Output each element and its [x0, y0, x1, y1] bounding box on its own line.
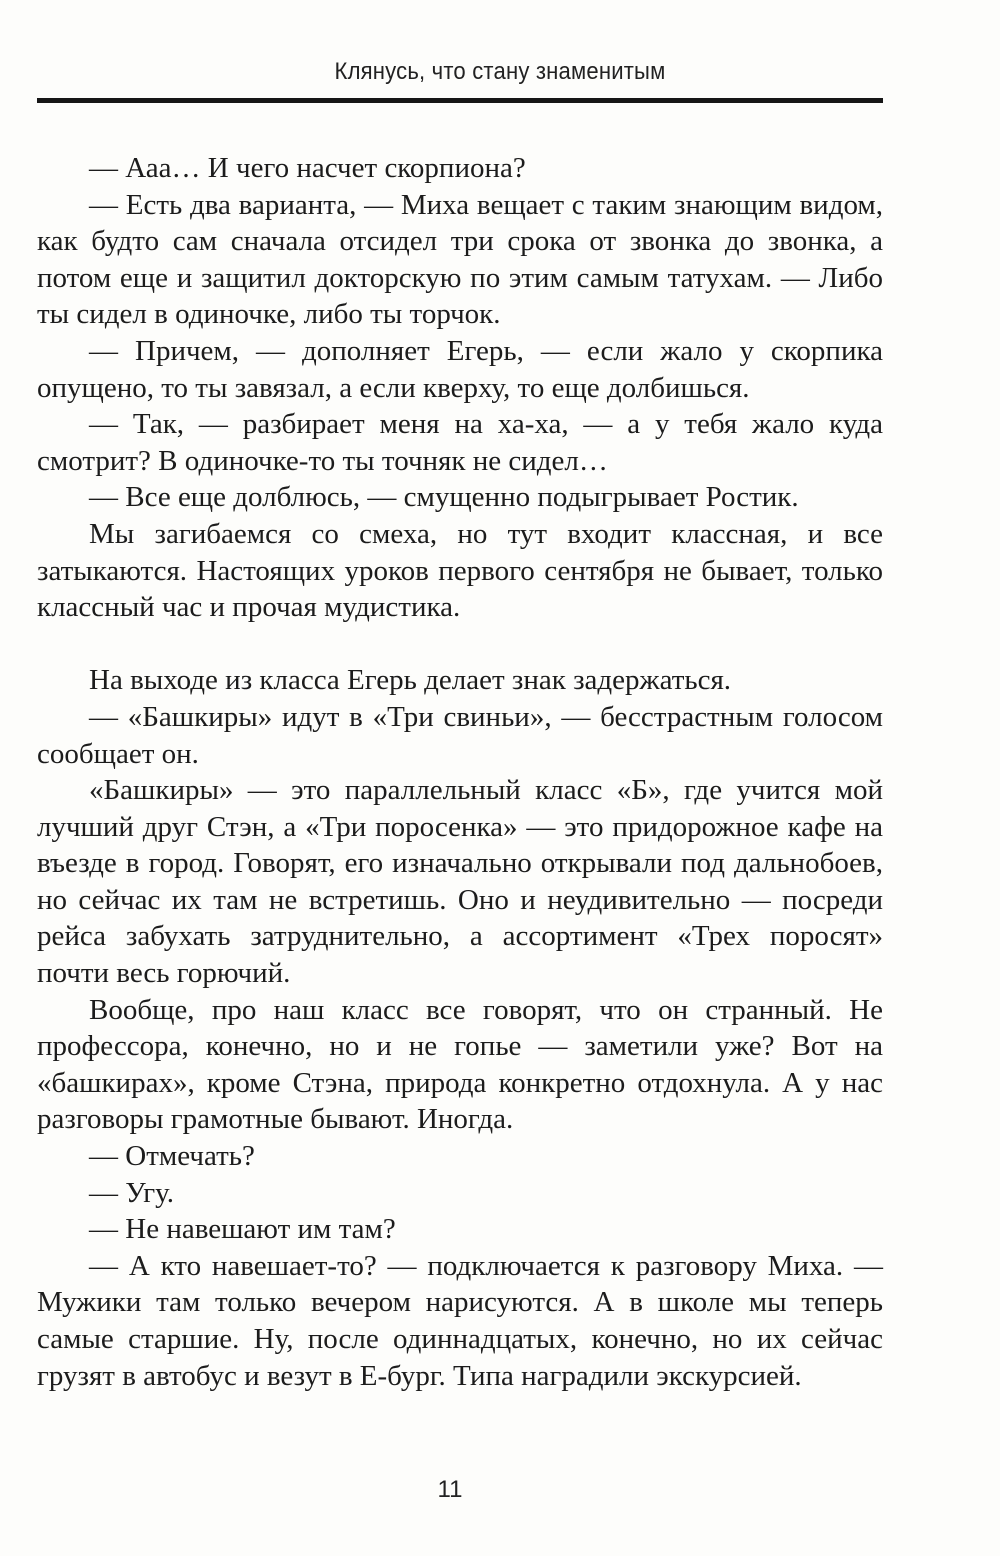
paragraph: — Есть два варианта, — Миха вещает с таким знающим видом, как будто сам сначала отсидел три срока от звонка до звонка, а потом еще и защитил докторскую по этим самым татухам. — Либо ты сидел в одиночке, либо ты торчок.	[37, 188, 883, 331]
paragraph: — Все еще долблюсь, — смущенно подыгрывает Ростик.	[89, 481, 799, 514]
paragraph: — Не навешают им там?	[89, 1213, 396, 1246]
paragraph: — Угу.	[89, 1176, 174, 1209]
header-rule	[37, 98, 883, 103]
paragraph: Мы загибаемся со смеха, но тут входит классная, и все затыкаются. Настоящих уроков первого сентября не бывает, только классный час и прочая мудистика.	[37, 517, 883, 624]
paragraph: «Башкиры» — это параллельный класс «Б», где учится мой лучший друг Стэн, а «Три поросенка» — это придорожное кафе на въезде в город. Говорят, его изначально открывали под дальнобоев, но сейчас их там не встретишь. Оно и неудивительно — посреди рейса забухать затруднительно, а ассортимент «Трех поросят» почти весь горючий.	[37, 774, 883, 990]
paragraph: Вообще, про наш класс все говорят, что он странный. Не профессора, конечно, но и не гопье — заметили уже? Вот на «башкирах», кроме Стэна, природа конкретно отдохнула. А у нас разговоры грамотные бывают. Иногда.	[37, 993, 883, 1136]
paragraph: — Причем, — дополняет Егерь, — если жало у скорпика опущено, то ты завязал, а если кверху, то еще долбишься.	[37, 334, 883, 404]
page-body	[37, 150, 883, 1394]
paragraph: — Отмечать?	[89, 1140, 255, 1173]
running-title: Клянусь, что стану знаменитым	[334, 58, 666, 85]
paragraph: — Так, — разбирает меня на ха-ха, — а у тебя жало куда смотрит? В одиночке-то ты точняк не сидел…	[37, 408, 883, 477]
page-number: 11	[437, 1476, 463, 1503]
paragraph: На выходе из класса Егерь делает знак задержаться.	[89, 664, 732, 697]
paragraph: — «Башкиры» идут в «Три свиньи», — бесстрастным голосом сообщает он.	[37, 700, 883, 770]
paragraph: — Ааа… И чего насчет скорпиона?	[89, 152, 526, 184]
paragraph: — А кто навешает-то? — подключается к разговору Миха. — Мужики там только вечером нарисуются. А в школе мы теперь самые старшие. Ну, после одиннадцатых, конечно, но их сейчас грузят в автобус и везут в Е-бург. Типа наградили экскурсией.	[37, 1249, 883, 1392]
